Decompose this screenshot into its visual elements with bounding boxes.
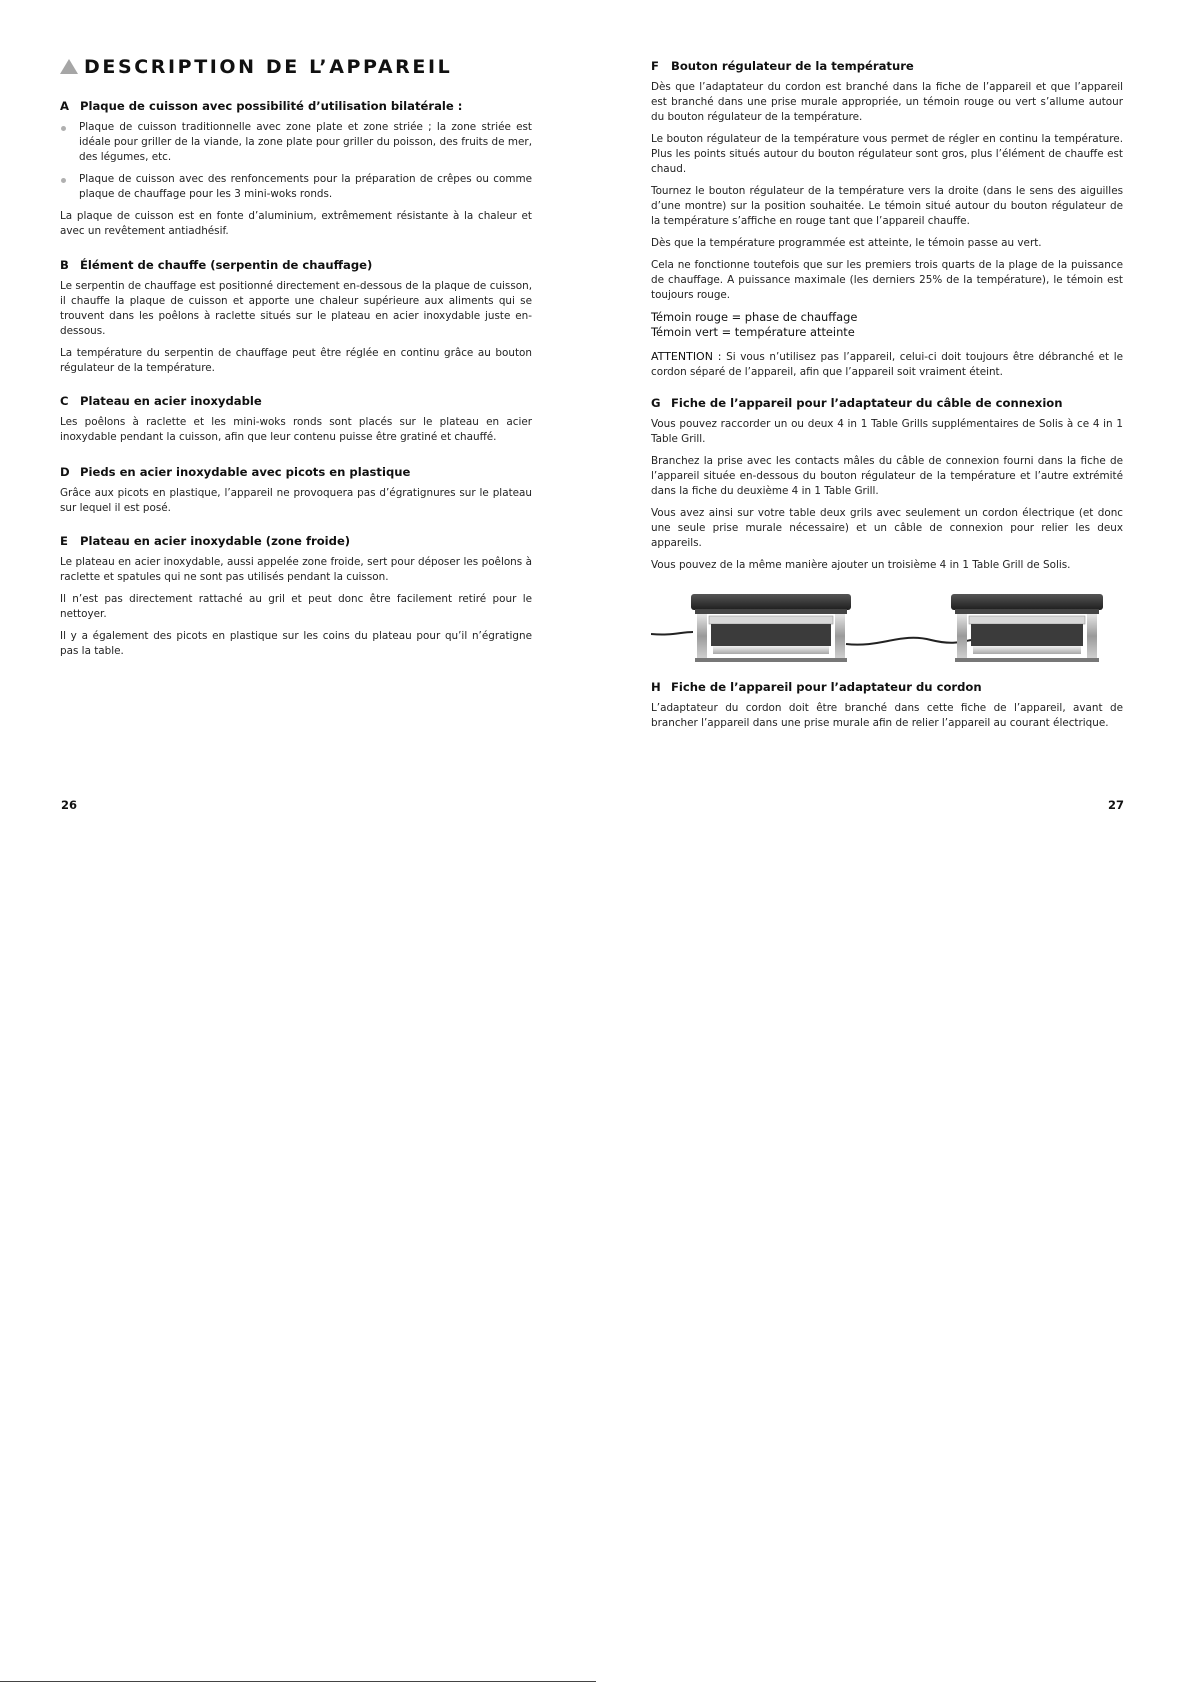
section-heading-text: Élément de chauffe (serpentin de chauffage)	[80, 258, 373, 272]
paragraph: La température du serpentin de chauffage peut être réglée en continu grâce au bouton régulateur de la température.	[60, 347, 532, 374]
attention-label: ATTENTION :	[651, 350, 722, 363]
section-c	[60, 394, 532, 452]
section-letter: F	[651, 59, 659, 73]
section-heading-text: Plateau en acier inoxydable	[80, 394, 262, 408]
status-legend	[651, 310, 1123, 340]
paragraph: Branchez la prise avec les contacts mâles du câble de connexion fourni dans la fiche de l’appareil située en-dessous du bouton régulateur de la température et l’autre extrémité dans la fiche du deuxième 4 in 1 Table Grill.	[651, 455, 1123, 497]
section-d	[60, 465, 532, 523]
section-g	[651, 396, 1123, 580]
section-d-heading	[60, 465, 532, 479]
section-h	[651, 680, 1123, 738]
page-title-text: DESCRIPTION DE L’APPAREIL	[84, 56, 453, 78]
section-c-heading	[60, 394, 532, 408]
section-f-heading	[651, 59, 1123, 73]
section-heading-text: Plaque de cuisson avec possibilité d’utilisation bilatérale :	[80, 99, 463, 113]
page-number-right: 27	[1108, 798, 1125, 812]
paragraph: Vous pouvez de la même manière ajouter un troisième 4 in 1 Table Grill de Solis.	[651, 559, 1071, 571]
paragraph: Il y a également des picots en plastique sur les coins du plateau pour qu’il n’égratigne pas la table.	[60, 630, 532, 657]
paragraph: Grâce aux picots en plastique, l’appareil ne provoquera pas d’égratignures sur le plateau sur lequel il est posé.	[60, 487, 532, 514]
section-f	[651, 59, 1123, 387]
status-green-text: Témoin vert = température atteinte	[651, 325, 855, 339]
section-heading-text: Fiche de l’appareil pour l’adaptateur du cordon	[671, 680, 982, 694]
section-letter: G	[651, 396, 661, 410]
grill-left	[691, 594, 851, 662]
paragraph: L’adaptateur du cordon doit être branché dans cette fiche de l’appareil, avant de brancher l’appareil dans une prise murale afin de relier l’appareil au courant électrique.	[651, 702, 1123, 729]
paragraph: Il n’est pas directement rattaché au gril et peut donc être facilement retiré pour le nettoyer.	[60, 593, 532, 620]
section-letter: B	[60, 258, 69, 272]
section-letter: D	[60, 465, 70, 479]
section-letter: A	[60, 99, 69, 113]
page-number-left: 26	[61, 798, 78, 812]
status-red-text: Témoin rouge = phase de chauffage	[651, 310, 858, 324]
section-a-bullets	[60, 120, 532, 202]
section-a	[60, 99, 532, 246]
section-a-heading	[60, 99, 532, 113]
connected-grills-illustration	[651, 592, 1129, 672]
section-e-heading	[60, 534, 532, 548]
paragraph: Le plateau en acier inoxydable, aussi appelée zone froide, sert pour déposer les poêlons à raclette et spatules qui ne sont pas utilisés pendant la cuisson.	[60, 556, 532, 583]
paragraph: Le bouton régulateur de la température vous permet de régler en continu la température. Plus les points situés autour du bouton régulateur sont gros, plus l’élément de chauffe est chaud.	[651, 133, 1123, 175]
paragraph: Vous pouvez raccorder un ou deux 4 in 1 Table Grills supplémentaires de Solis à ce 4 in 1 Table Grill.	[651, 418, 1123, 445]
section-heading-text: Fiche de l’appareil pour l’adaptateur du câble de connexion	[671, 396, 1063, 410]
attention-note	[651, 349, 1123, 380]
section-letter: E	[60, 534, 68, 548]
paragraph: Cela ne fonctionne toutefois que sur les premiers trois quarts de la plage de la puissance de chauffage. A puissance maximale (les derniers 25% de la température), le témoin est toujours rouge.	[651, 259, 1123, 301]
section-letter: C	[60, 394, 69, 408]
section-letter: H	[651, 680, 661, 694]
section-h-heading	[651, 680, 1123, 694]
attention-text: Si vous n’utilisez pas l’appareil, celui-ci doit toujours être débranché et le cordon séparé de l’appareil, afin que l’appareil soit vraiment éteint.	[651, 351, 1123, 378]
section-g-heading	[651, 396, 1123, 410]
section-heading-text: Bouton régulateur de la température	[671, 59, 914, 73]
section-b-heading	[60, 258, 532, 272]
page-title	[60, 56, 452, 78]
paragraph: Vous avez ainsi sur votre table deux grils avec seulement un cordon électrique (et donc une seule prise murale nécessaire) et un câble de connexion pour relier les deux appareils.	[651, 507, 1123, 549]
section-heading-text: Plateau en acier inoxydable (zone froide)	[80, 534, 351, 548]
paragraph: Les poêlons à raclette et les mini-woks ronds sont placés sur le plateau en acier inoxydable pendant la cuisson, afin que leur contenu puisse être gratiné et chauffé.	[60, 416, 532, 443]
section-b	[60, 258, 532, 383]
paragraph: Tournez le bouton régulateur de la température vers la droite (dans le sens des aiguilles d’une montre) sur la position souhaitée. Le témoin situé autour du bouton régulateur de la température s’affiche en rouge tant que l’appareil chauffe.	[651, 185, 1123, 227]
paragraph: Le serpentin de chauffage est positionné directement en-dessous de la plaque de cuisson, il chauffe la plaque de cuisson et apporte une chaleur supérieure aux aliments qui se trouvent dans les poêlons à raclette situés sur le plateau en acier inoxydable juste en-dessous.	[60, 280, 532, 337]
paragraph: Dès que la température programmée est atteinte, le témoin passe au vert.	[651, 237, 1042, 249]
section-heading-text: Pieds en acier inoxydable avec picots en plastique	[80, 465, 411, 479]
section-e	[60, 534, 532, 666]
bullet-item: Plaque de cuisson avec des renfoncements pour la préparation de crêpes ou comme plaque de chauffage pour les 3 mini-woks ronds.	[60, 172, 532, 202]
bottom-divider	[0, 1681, 596, 1682]
paragraph: La plaque de cuisson est en fonte d’aluminium, extrêmement résistante à la chaleur et avec un revêtement antiadhésif.	[60, 210, 532, 237]
triangle-icon	[60, 59, 78, 74]
paragraph: Dès que l’adaptateur du cordon est branché dans la fiche de l’appareil et que l’appareil est branché dans une prise murale appropriée, un témoin rouge ou vert s’allume autour du bouton régulateur de la température.	[651, 81, 1123, 123]
grill-right	[951, 594, 1103, 662]
bullet-item: Plaque de cuisson traditionnelle avec zone plate et zone striée ; la zone striée est idéale pour griller de la viande, la zone plate pour griller du poisson, des fruits de mer, des légumes, etc.	[60, 120, 532, 165]
